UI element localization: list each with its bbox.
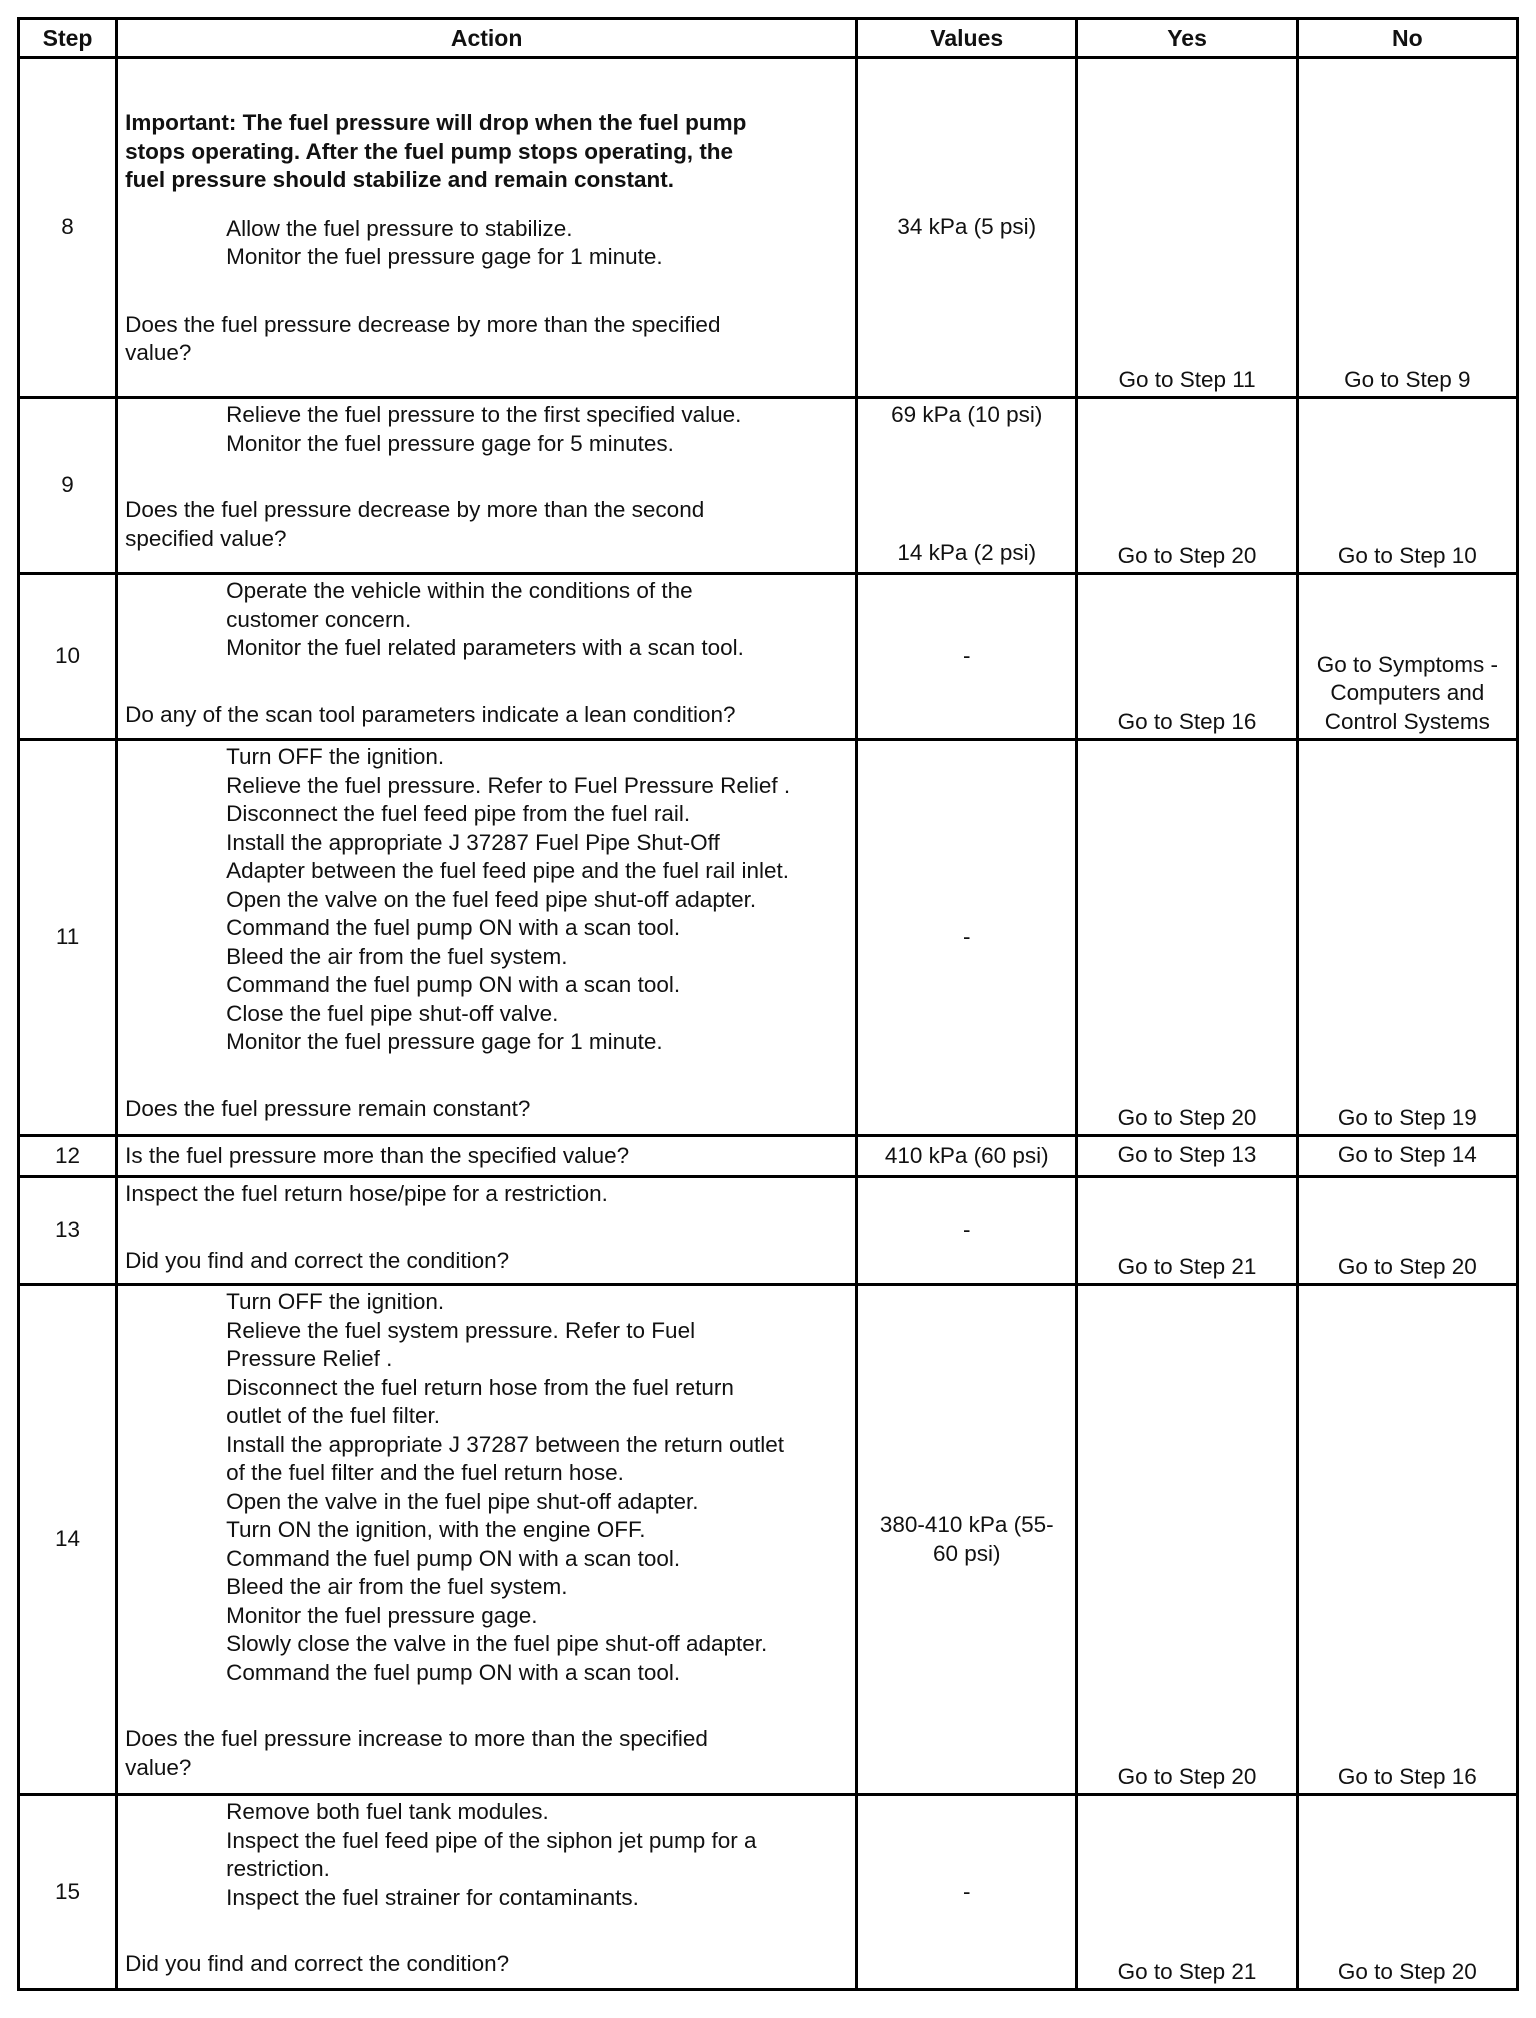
action-line: Relieve the fuel system pressure. Refer to Fuel [226, 1317, 696, 1343]
action-line: Adapter between the fuel feed pipe and the fuel rail inlet. [226, 858, 790, 883]
action-line: Command the fuel pump ON with a scan tool. [226, 1545, 681, 1571]
action-cell [117, 574, 857, 740]
action-line: Disconnect the fuel return hose from the fuel return [226, 1374, 734, 1400]
action-line: Turn OFF the ignition. [226, 744, 445, 769]
step-number: 8 [19, 58, 117, 398]
header-action: Action [117, 19, 857, 58]
step-row-12 [19, 1136, 1518, 1177]
no-cell: Go to Step 10 [1297, 398, 1517, 574]
action-line: Allow the fuel pressure to stabilize. [226, 215, 573, 241]
no-result-line: Control Systems [1324, 708, 1490, 734]
action-cell [117, 58, 857, 398]
action-line: Close the fuel pipe shut-off valve. [226, 1000, 559, 1026]
value-cell [857, 1285, 1077, 1795]
step-number: 12 [19, 1136, 117, 1177]
action-line: Install the appropriate J 37287 between the return outlet [226, 1431, 784, 1457]
no-cell: Go to Step 20 [1297, 1177, 1517, 1285]
value-cell: - [857, 740, 1077, 1136]
question-line: Did you find and correct the condition? [125, 1951, 510, 1976]
no-result-line: Computers and [1330, 680, 1485, 705]
question-line: Is the fuel pressure more than the specified value? [125, 1142, 630, 1168]
action-line: outlet of the fuel filter. [226, 1403, 441, 1428]
no-cell: Go to Step 19 [1297, 740, 1517, 1136]
action-line: Open the valve in the fuel pipe shut-off adapter. [226, 1488, 699, 1514]
action-line: Disconnect the fuel feed pipe from the fuel rail. [226, 801, 691, 826]
first-specified-value: 69 kPa (10 psi) [891, 402, 1043, 427]
action-line: Remove both fuel tank modules. [226, 1799, 549, 1824]
step-number: 13 [19, 1177, 117, 1285]
action-line: Open the valve on the fuel feed pipe shut-off adapter. [226, 886, 757, 912]
value-line: 60 psi) [932, 1540, 1001, 1566]
question-line: value? [125, 340, 192, 366]
step-row-11 [19, 740, 1518, 1136]
action-line: Inspect the fuel feed pipe of the siphon jet pump for a [226, 1827, 757, 1853]
no-cell: Go to Step 9 [1297, 58, 1517, 398]
question-line: value? [125, 1754, 192, 1780]
question-line: Does the fuel pressure decrease by more than the second [125, 497, 705, 522]
header-no: No [1297, 19, 1517, 58]
important-note-line: stops operating. After the fuel pump stops operating, the [125, 138, 734, 164]
action-line: Inspect the fuel return hose/pipe for a restriction. [125, 1181, 608, 1206]
action-line: Bleed the air from the fuel system. [226, 1574, 568, 1599]
action-line: customer concern. [226, 606, 412, 632]
action-line: Monitor the fuel pressure gage for 1 minute. [226, 1029, 663, 1054]
value-line: 380-410 kPa (55- [879, 1512, 1054, 1537]
step-number: 10 [19, 574, 117, 740]
question-line: specified value? [125, 525, 287, 551]
step-number: 11 [19, 740, 117, 1136]
action-cell [117, 1285, 857, 1795]
no-cell [1297, 574, 1517, 740]
yes-cell: Go to Step 20 [1077, 740, 1297, 1136]
question-line: Does the fuel pressure remain constant? [125, 1095, 531, 1121]
step-number: 14 [19, 1285, 117, 1795]
action-line: of the fuel filter and the fuel return hose. [226, 1460, 624, 1485]
yes-cell: Go to Step 16 [1077, 574, 1297, 740]
important-note-line: fuel pressure should stabilize and remain constant. [125, 167, 675, 193]
header-yes: Yes [1077, 19, 1297, 58]
action-cell [117, 740, 857, 1136]
action-line: Slowly close the valve in the fuel pipe shut-off adapter. [226, 1631, 768, 1656]
yes-cell: Go to Step 11 [1077, 58, 1297, 398]
value-cell: - [857, 1177, 1077, 1285]
action-line: Command the fuel pump ON with a scan tool. [226, 972, 681, 997]
action-line: Relieve the fuel pressure. Refer to Fuel Pressure Relief . [226, 772, 791, 798]
action-line: Turn ON the ignition, with the engine OFF. [226, 1517, 646, 1542]
action-line: restriction. [226, 1856, 330, 1881]
action-line: Command the fuel pump ON with a scan tool. [226, 1659, 681, 1685]
yes-cell: Go to Step 21 [1077, 1795, 1297, 1990]
step-row-8 [19, 58, 1518, 398]
second-specified-value: 14 kPa (2 psi) [897, 539, 1037, 565]
action-cell [117, 1177, 857, 1285]
action-cell [117, 398, 857, 574]
action-line: Operate the vehicle within the conditions of the [226, 578, 693, 603]
action-cell [117, 1795, 857, 1990]
value-cell: 410 kPa (60 psi) [857, 1136, 1077, 1177]
action-line: Pressure Relief . [226, 1346, 393, 1371]
diagnostic-table-sheet [17, 17, 1519, 1991]
value-cell [857, 398, 1077, 574]
no-cell: Go to Step 16 [1297, 1285, 1517, 1795]
step-row-13 [19, 1177, 1518, 1285]
no-cell: Go to Step 20 [1297, 1795, 1517, 1990]
action-line: Monitor the fuel pressure gage. [226, 1602, 538, 1628]
action-line: Inspect the fuel strainer for contaminants. [226, 1884, 639, 1910]
step-number: 15 [19, 1795, 117, 1990]
action-line: Turn OFF the ignition. [226, 1289, 445, 1314]
step-row-10 [19, 574, 1518, 740]
action-line: Monitor the fuel related parameters with a scan tool. [226, 635, 744, 660]
step-row-14 [19, 1285, 1518, 1795]
question-line: Does the fuel pressure increase to more than the specified [125, 1726, 708, 1751]
action-line: Bleed the air from the fuel system. [226, 943, 568, 969]
value-cell: 34 kPa (5 psi) [857, 58, 1077, 398]
diagnostic-steps-table [17, 17, 1519, 1991]
action-line: Command the fuel pump ON with a scan tool. [226, 915, 681, 940]
yes-cell: Go to Step 13 [1077, 1136, 1297, 1177]
value-cell: - [857, 1795, 1077, 1990]
yes-cell: Go to Step 20 [1077, 1285, 1297, 1795]
action-line: Relieve the fuel pressure to the first specified value. [226, 402, 742, 427]
question-line: Did you find and correct the condition? [125, 1247, 510, 1273]
no-result-line: Go to Symptoms - [1316, 651, 1498, 677]
yes-cell: Go to Step 21 [1077, 1177, 1297, 1285]
yes-cell: Go to Step 20 [1077, 398, 1297, 574]
question-line: Does the fuel pressure decrease by more than the specified [125, 311, 721, 337]
important-note-line: Important: The fuel pressure will drop when the fuel pump [125, 110, 747, 136]
step-number: 9 [19, 398, 117, 574]
header-step: Step [19, 19, 117, 58]
action-line: Monitor the fuel pressure gage for 5 minutes. [226, 430, 674, 456]
step-row-9 [19, 398, 1518, 574]
header-row [19, 19, 1518, 58]
action-line: Monitor the fuel pressure gage for 1 minute. [226, 244, 663, 270]
header-values: Values [857, 19, 1077, 58]
question-line: Do any of the scan tool parameters indicate a lean condition? [125, 701, 736, 727]
no-cell: Go to Step 14 [1297, 1136, 1517, 1177]
value-cell: - [857, 574, 1077, 740]
action-cell [117, 1136, 857, 1177]
action-line: Install the appropriate J 37287 Fuel Pipe Shut-Off [226, 829, 720, 855]
step-row-15 [19, 1795, 1518, 1990]
